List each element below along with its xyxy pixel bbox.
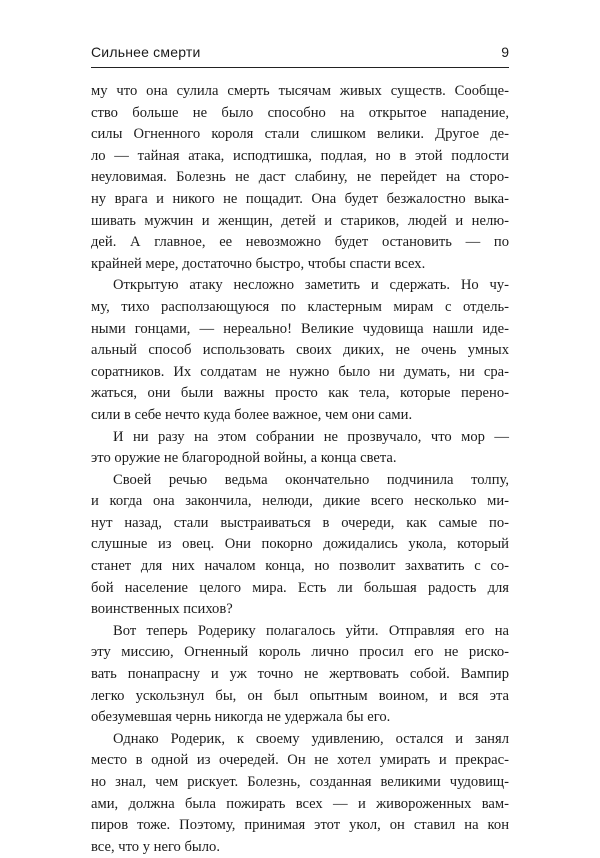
page-number: 9 [501, 44, 509, 60]
text-line: и когда она закончила, нелюди, дикие всего несколько ми- [91, 493, 509, 510]
text-line: ами, должна была пожирать всех — и живороженных вам- [91, 795, 509, 812]
text-line: И ни разу на этом собрании не прозвучало, что мор — [113, 428, 509, 445]
text-line: ло — тайная атака, исподтишка, подлая, но в этой подлости [91, 147, 509, 164]
text-line: соратников. Их солдатам не нужно было ни думать, ни сра- [91, 363, 509, 380]
text-line: слушные из овец. Они покорно дожидались укола, который [91, 536, 509, 553]
text-line: все, что у него было. [91, 838, 220, 855]
paragraph [91, 275, 509, 426]
text-line: му, тихо расползающуюся по кластерным мирам с отдель- [91, 298, 509, 315]
text-line: но знал, чем рискует. Болезнь, созданная великими чудовищ- [91, 774, 509, 790]
text-line: дей. А главное, ее невозможно будет остановить — по [91, 234, 509, 251]
text-line: крайней мере, достаточно быстро, чтобы спасти всех. [91, 255, 426, 272]
running-head [91, 44, 509, 66]
text-line: му что она сулила смерть тысячам живых существ. Сообще- [91, 83, 509, 99]
book-title: Сильнее смерти [91, 44, 201, 60]
text-line: эту миссию, Огненный король лично просил его не риско- [91, 644, 509, 661]
paragraph [91, 621, 509, 729]
text-line: шивать мужчин и женщин, детей и стариков, людей и нелю- [91, 212, 509, 229]
text-line: легко ускользнул бы, он был опытным воином, и вся эта [91, 687, 509, 704]
text-line: альный способ использовать своих диких, не очень умных [91, 342, 509, 359]
text-line: неуловимая. Болезнь не даст слабину, не перейдет на сторо- [91, 169, 509, 186]
text-line: жаться, они были важны просто как тела, которые перено- [91, 385, 509, 402]
text-line: воинственных психов? [91, 601, 233, 618]
paragraph [91, 470, 509, 621]
text-line: ну врага и никого не пощадит. Она будет безжалостно выка- [91, 190, 509, 207]
text-line: сили в себе нечто куда более важное, чем они сами. [91, 406, 413, 423]
text-line: Вот теперь Родерику полагалось уйти. Отправляя его на [113, 622, 509, 639]
text-line: это оружие не благородной войны, а конца света. [91, 450, 397, 467]
text-line: Однако Родерик, к своему удивлению, остался и занял [113, 730, 509, 747]
text-line: бой население целого мира. Есть ли большая радость для [91, 579, 509, 596]
text-line: ными гонцами, — нереально! Великие чудовища нашли иде- [91, 320, 509, 337]
header-rule [91, 67, 509, 68]
text-line: нут назад, стали выстраиваться в очереди, как самые по- [91, 514, 509, 531]
text-line: вать понапрасну и уж точно не жертвовать собой. Вампир [91, 666, 509, 683]
text-line: станет для них началом конца, но позволит захватить с со- [91, 558, 509, 575]
text-line: ство больше не было способно на открытое нападение, [91, 104, 509, 121]
text-line: Своей речью ведьма окончательно подчинила толпу, [113, 471, 509, 488]
paragraph [91, 81, 509, 275]
body-text [91, 81, 509, 858]
paragraph [91, 729, 509, 858]
text-line: пиров тоже. Поэтому, принимая этот укол, он ставил на кон [91, 817, 509, 834]
text-line: силы Огненного короля стали слишком велики. Другое де- [91, 126, 509, 143]
text-line: место в одной из очередей. Он не хотел умирать и прекрас- [91, 752, 509, 769]
text-line: обезумевшая чернь никогда не удержала бы его. [91, 709, 391, 726]
paragraph [91, 427, 509, 470]
text-line: Открытую атаку несложно заметить и сдержать. Но чу- [113, 277, 509, 294]
